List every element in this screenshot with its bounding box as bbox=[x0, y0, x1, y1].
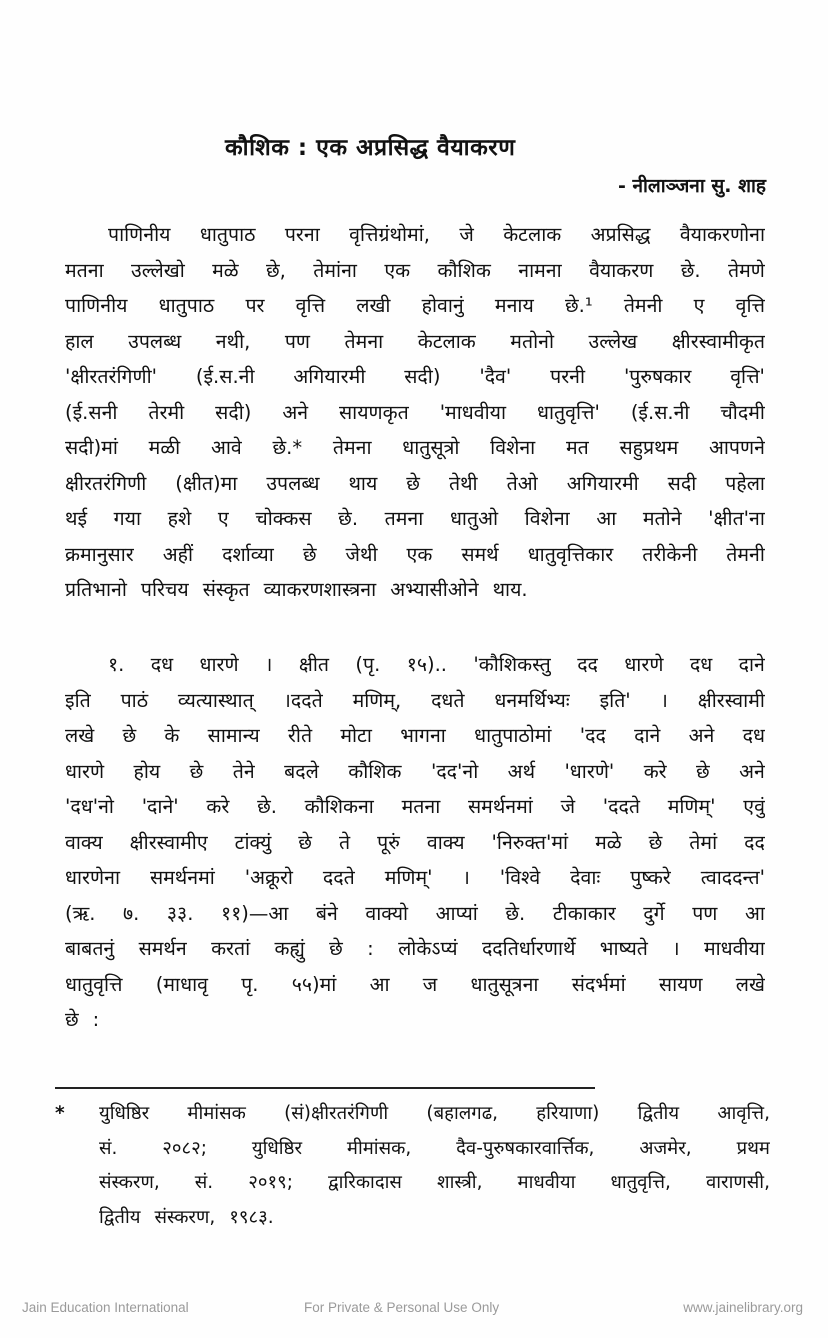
word: के bbox=[164, 724, 180, 747]
article-title: कौशिक : एक अप्रसिद्ध वैयाकरण bbox=[225, 135, 516, 161]
word: करे bbox=[206, 795, 230, 818]
word: छे.¹ bbox=[564, 294, 593, 317]
word: छे bbox=[406, 471, 420, 495]
word: केटलाक bbox=[503, 223, 562, 246]
word: मतना bbox=[401, 795, 441, 818]
word: भागना bbox=[400, 724, 446, 747]
word: 'दद bbox=[579, 724, 606, 747]
text-line bbox=[65, 647, 765, 683]
word: १५).. bbox=[406, 653, 447, 676]
word: तेमना bbox=[332, 436, 372, 459]
word: धातुवृत्ति, bbox=[610, 1172, 671, 1193]
word: अजमेर, bbox=[639, 1137, 692, 1159]
word: लखे bbox=[735, 972, 765, 996]
text-line bbox=[65, 430, 765, 466]
word: 'दाने' bbox=[141, 795, 179, 818]
word: क्षीरस्वामीए bbox=[129, 830, 208, 854]
word: तेथी bbox=[448, 471, 478, 495]
word: रीते bbox=[287, 724, 313, 747]
word: मणिम्' bbox=[384, 866, 433, 889]
word: हशे bbox=[167, 507, 192, 530]
word: द्वितीय bbox=[637, 1103, 680, 1124]
word: केटलाक bbox=[417, 329, 476, 353]
word: पहेला bbox=[725, 471, 765, 495]
word: तेमनी bbox=[623, 294, 663, 317]
paragraph-intro bbox=[65, 217, 765, 608]
word: क्षीत bbox=[298, 653, 329, 676]
word: धातुपाठोमां bbox=[474, 724, 552, 747]
word: सदी)मां bbox=[65, 436, 118, 459]
word: मणिम्, bbox=[352, 688, 402, 712]
word: वैयाकरण bbox=[589, 258, 654, 282]
word: सदी bbox=[667, 471, 697, 495]
word: मळे bbox=[212, 258, 239, 282]
word: तेमनी bbox=[726, 542, 765, 566]
word: (ऋ. bbox=[65, 901, 96, 925]
footnote-divider bbox=[55, 1087, 595, 1089]
word: संस्कृत bbox=[202, 578, 250, 601]
word: भाष्यते bbox=[599, 937, 648, 960]
word: थाय. bbox=[492, 578, 528, 601]
word: अने bbox=[739, 759, 765, 783]
footnote bbox=[55, 1097, 770, 1235]
word: दधते bbox=[431, 688, 465, 712]
word: दाने bbox=[738, 653, 765, 676]
word: करतां bbox=[211, 937, 251, 960]
footnote-line bbox=[55, 1166, 770, 1201]
word: 'पुरुषकार bbox=[623, 365, 692, 388]
word: ए bbox=[693, 294, 705, 317]
word: : bbox=[367, 937, 374, 960]
word: प्रतिभानो bbox=[65, 578, 127, 601]
word: लोकेऽप्यं bbox=[398, 937, 458, 960]
word: 'क्षीत'ना bbox=[708, 507, 765, 530]
word: धातुवृत्ति bbox=[65, 972, 123, 996]
word: वृत्ति bbox=[295, 294, 326, 317]
word: : bbox=[92, 1008, 100, 1031]
word: 'क्षीरतरंगिणी' bbox=[65, 365, 157, 388]
word: छे bbox=[696, 759, 710, 783]
word: धातुवृत्ति' bbox=[536, 400, 600, 424]
word: माधवीया bbox=[703, 937, 765, 960]
word: तेमां bbox=[689, 830, 718, 854]
word: सायणकृत bbox=[339, 400, 409, 424]
word: ज bbox=[422, 972, 438, 996]
word: ते bbox=[338, 830, 351, 854]
word: दध bbox=[742, 724, 765, 747]
word: पृ. bbox=[241, 972, 259, 996]
word: नामना bbox=[518, 258, 562, 282]
word: मतना bbox=[65, 258, 104, 282]
word: धारणे bbox=[624, 653, 664, 676]
word: मळी bbox=[148, 436, 181, 459]
word: वृत्तिग्रंथोमां, bbox=[349, 223, 430, 246]
footer-usage-notice: For Private & Personal Use Only bbox=[304, 1300, 500, 1315]
word: छे bbox=[122, 724, 137, 747]
word: दध bbox=[689, 653, 713, 676]
word: 'ददते bbox=[602, 795, 640, 818]
word: ५५)मां bbox=[291, 972, 337, 996]
text-line bbox=[65, 395, 765, 431]
word: छे bbox=[648, 830, 663, 854]
word: छे bbox=[189, 759, 204, 783]
word: होवानुं bbox=[421, 294, 464, 317]
word: अभ्यासीओने bbox=[390, 578, 479, 601]
text-line bbox=[65, 754, 765, 790]
word: पर bbox=[245, 294, 265, 317]
word: जे bbox=[459, 223, 474, 246]
word: क्रमानुसार bbox=[65, 542, 134, 566]
word: नथी, bbox=[215, 329, 251, 353]
word: तमना bbox=[384, 507, 424, 530]
word: छे, bbox=[266, 258, 286, 282]
word: 'दैव' bbox=[479, 365, 512, 388]
text-line bbox=[65, 825, 765, 861]
word: सं. bbox=[194, 1172, 214, 1193]
word: (ई.स.नी bbox=[195, 365, 255, 388]
word: धारणे bbox=[199, 653, 239, 676]
word: छे bbox=[302, 542, 317, 566]
word: धातुओ bbox=[449, 507, 499, 530]
word: समर्थ bbox=[461, 542, 499, 566]
word: 'कौशिकस्तु bbox=[473, 653, 551, 676]
word: छे bbox=[329, 937, 343, 960]
word: १. bbox=[108, 653, 125, 676]
word: धनमर्थिभ्यः bbox=[494, 688, 570, 712]
word: उपलब्ध bbox=[266, 471, 320, 495]
word: २०८२; bbox=[162, 1137, 207, 1159]
word: सं. bbox=[99, 1137, 118, 1159]
word: (बहालगढ, bbox=[426, 1103, 499, 1124]
word: उल्लेख bbox=[588, 329, 638, 353]
word: कौशिकना bbox=[304, 795, 374, 818]
text-line bbox=[65, 572, 765, 608]
word: तेमांना bbox=[313, 258, 357, 282]
word: धातुवृत्तिकार bbox=[527, 542, 614, 566]
word: सदी) bbox=[404, 365, 441, 388]
word: इति' bbox=[599, 688, 631, 712]
word: कौशिक bbox=[348, 759, 402, 783]
text-line bbox=[65, 217, 765, 253]
word: परिचय bbox=[140, 578, 189, 601]
word: संदर्भमां bbox=[571, 972, 626, 996]
word: धातुपाठ bbox=[158, 294, 215, 317]
word: आप्यां bbox=[435, 901, 478, 925]
article-author: - नीलाञ्जना सु. शाह bbox=[617, 175, 766, 197]
word: वैयाकरणोना bbox=[679, 223, 765, 246]
footer-publisher: Jain Education International bbox=[22, 1300, 189, 1315]
word: त्वाददन्त' bbox=[700, 866, 765, 889]
word: व्याकरणशास्त्रना bbox=[263, 578, 377, 601]
text-line bbox=[65, 683, 765, 719]
word: थाय bbox=[348, 471, 378, 495]
word: एक bbox=[406, 542, 433, 566]
word: तेओ bbox=[506, 471, 538, 495]
word: पण bbox=[284, 329, 311, 353]
text-line bbox=[65, 967, 765, 1003]
word: थई bbox=[65, 507, 88, 530]
text-line bbox=[65, 1002, 765, 1038]
word: । bbox=[660, 688, 668, 712]
word: वृत्ति bbox=[735, 294, 765, 317]
word: पण bbox=[692, 901, 718, 925]
word: पाणिनीय bbox=[65, 294, 128, 317]
word: मोटा bbox=[340, 724, 372, 747]
word: छे.* bbox=[272, 436, 303, 459]
word: कौशिक bbox=[437, 258, 491, 282]
word: लखी bbox=[356, 294, 391, 317]
word: पाणिनीय bbox=[108, 223, 171, 246]
word: (ई.सनी bbox=[65, 400, 118, 424]
word: बदले bbox=[284, 759, 319, 783]
word: छे. bbox=[257, 795, 277, 818]
word: समर्थनमां bbox=[149, 866, 215, 889]
footnote-line bbox=[55, 1097, 770, 1132]
word: विशेना bbox=[524, 507, 570, 530]
word: सामान्य bbox=[207, 724, 260, 747]
word: मळे bbox=[595, 830, 622, 854]
word: विशेना bbox=[490, 436, 536, 459]
text-line bbox=[65, 466, 765, 502]
word: क्षीरस्वामीकृत bbox=[671, 329, 765, 353]
word: अप्रसिद्ध bbox=[590, 223, 651, 246]
word: अने bbox=[688, 724, 715, 747]
word: मतोने bbox=[642, 507, 682, 530]
word: छे. bbox=[338, 507, 359, 530]
word: हाल bbox=[65, 329, 94, 353]
word: 'विश्वे bbox=[499, 866, 541, 889]
word: व्यत्यास्थात् bbox=[177, 688, 254, 712]
word: ददतिर्धारणार्थे bbox=[481, 937, 576, 960]
word: द्वारिकादास bbox=[328, 1172, 402, 1193]
word: युधिष्ठिर bbox=[99, 1103, 150, 1124]
word: जे bbox=[560, 795, 576, 818]
word: जेथी bbox=[345, 542, 378, 566]
word: युधिष्ठिर bbox=[251, 1137, 303, 1159]
word: लखे bbox=[65, 724, 95, 747]
text-line bbox=[65, 324, 765, 360]
word: बंने bbox=[315, 901, 338, 925]
word: छे bbox=[65, 1008, 79, 1031]
word: उपलब्ध bbox=[128, 329, 182, 353]
word: समर्थनमां bbox=[467, 795, 533, 818]
word: (माधावृ bbox=[155, 972, 208, 996]
word: 'निरुक्त'मां bbox=[491, 830, 569, 854]
word: धातुसूत्रो bbox=[402, 436, 460, 459]
word: अगियारमी bbox=[566, 471, 639, 495]
word: सदी) bbox=[215, 400, 252, 424]
text-line bbox=[65, 537, 765, 573]
word: वाक्यो bbox=[365, 901, 409, 925]
word: मणिम्' bbox=[667, 795, 716, 818]
word: पाठं bbox=[120, 688, 149, 712]
word: छे bbox=[298, 830, 312, 854]
word: तेरमी bbox=[148, 400, 185, 424]
word: उल्लेखो bbox=[131, 258, 185, 282]
word: ।ददते bbox=[283, 688, 323, 712]
word: अर्थ bbox=[507, 759, 536, 783]
word: २०१९; bbox=[248, 1172, 293, 1193]
word: करे bbox=[643, 759, 667, 783]
word: 'दध'नो bbox=[65, 795, 114, 818]
footnote-marker: * bbox=[55, 1103, 65, 1124]
word: 'दद'नो bbox=[430, 759, 479, 783]
word: दाने bbox=[634, 724, 661, 747]
word: वाराणसी, bbox=[705, 1172, 770, 1193]
word: परना bbox=[284, 223, 320, 246]
word: होय bbox=[133, 759, 161, 783]
word: धातुसूत्रना bbox=[470, 972, 539, 996]
word: । bbox=[462, 866, 470, 889]
word: ददते bbox=[322, 866, 355, 889]
word: दद bbox=[744, 830, 765, 854]
word: (क्षीत)मा bbox=[175, 471, 238, 495]
word: पूरुं bbox=[377, 830, 400, 854]
text-line bbox=[65, 931, 765, 967]
word: परनी bbox=[550, 365, 586, 388]
footnote-line bbox=[55, 1132, 770, 1167]
word: अगियारमी bbox=[293, 365, 366, 388]
word: आ bbox=[744, 901, 765, 925]
word: हरियाणा) bbox=[536, 1103, 600, 1124]
word: वाक्य bbox=[426, 830, 465, 854]
word: पुष्करे bbox=[630, 866, 671, 889]
word: चौदमी bbox=[720, 400, 765, 424]
word: एक bbox=[384, 258, 411, 282]
word: इति bbox=[65, 688, 91, 712]
word: क्षीरतरंगिणी bbox=[65, 471, 147, 495]
word: ११)—आ bbox=[220, 901, 289, 925]
paragraph-dadh-dharane bbox=[65, 647, 765, 1038]
word: शास्त्री, bbox=[437, 1172, 483, 1193]
word: समर्थन bbox=[138, 937, 187, 960]
word: 'धारणे' bbox=[564, 759, 615, 783]
word: । bbox=[672, 937, 680, 960]
word: प्रथम bbox=[736, 1137, 770, 1159]
text-line bbox=[65, 253, 765, 289]
text-line bbox=[65, 359, 765, 395]
word: आ bbox=[369, 972, 390, 996]
word: मीमांसक bbox=[187, 1103, 246, 1124]
word: अहीं bbox=[162, 542, 194, 566]
word: बाबतनुं bbox=[65, 937, 115, 960]
word: (सं)क्षीरतरंगिणी bbox=[284, 1103, 389, 1124]
word: छे. bbox=[680, 258, 701, 282]
text-line bbox=[65, 860, 765, 896]
word: संस्करण, bbox=[99, 1172, 160, 1193]
word: मत bbox=[565, 436, 589, 459]
text-line bbox=[65, 789, 765, 825]
word: क्षीरस्वामी bbox=[697, 688, 765, 712]
word: ७. bbox=[123, 901, 140, 925]
word: आवे bbox=[210, 436, 242, 459]
word: एवुं bbox=[743, 795, 765, 818]
word: 'अक्रूरो bbox=[244, 866, 293, 889]
word: ३३. bbox=[166, 901, 194, 925]
word: सायण bbox=[658, 972, 703, 996]
word: सहुप्रथम bbox=[619, 436, 679, 459]
word: तेमणे bbox=[727, 258, 765, 282]
word: मतोनो bbox=[510, 329, 554, 353]
word: वृत्ति' bbox=[730, 365, 765, 388]
text-line bbox=[65, 288, 765, 324]
word: दर्शाव्या bbox=[222, 542, 274, 566]
word: मनाय bbox=[494, 294, 534, 317]
word: धारणेना bbox=[65, 866, 120, 889]
word: धारणे bbox=[65, 759, 105, 783]
word: तरीकेनी bbox=[642, 542, 698, 566]
word: (ई.स.नी bbox=[630, 400, 690, 424]
word: अने bbox=[282, 400, 309, 424]
word: चोक्कस bbox=[255, 507, 312, 530]
word: वाक्य bbox=[65, 830, 103, 854]
word: (पृ. bbox=[355, 653, 381, 676]
word: दध bbox=[150, 653, 174, 676]
word: टांक्युं bbox=[234, 830, 272, 854]
text-line bbox=[65, 718, 765, 754]
word: १९८३. bbox=[229, 1206, 274, 1228]
word: दद bbox=[577, 653, 598, 676]
word: तेमना bbox=[344, 329, 384, 353]
word: छे. bbox=[505, 901, 526, 925]
word: ए bbox=[217, 507, 229, 530]
word: माधवीया bbox=[517, 1172, 576, 1193]
word: गया bbox=[113, 507, 142, 530]
word: टीकाकार bbox=[552, 901, 616, 925]
word: मीमांसक, bbox=[346, 1137, 412, 1159]
footnote-line bbox=[55, 1201, 770, 1236]
word: धातुपाठ bbox=[199, 223, 256, 246]
word: द्वितीय bbox=[99, 1206, 141, 1228]
word: दुर्गे bbox=[643, 901, 665, 925]
word: । bbox=[265, 653, 273, 676]
word: आपणने bbox=[709, 436, 765, 459]
word: कह्युं bbox=[274, 937, 305, 960]
word: 'माधवीया bbox=[439, 400, 507, 424]
word: तेने bbox=[232, 759, 255, 783]
footer-website[interactable]: www.jainelibrary.org bbox=[683, 1300, 803, 1315]
word: आवृत्ति, bbox=[717, 1103, 770, 1124]
text-line bbox=[65, 501, 765, 537]
word: देवाः bbox=[570, 866, 601, 889]
word: आ bbox=[596, 507, 617, 530]
text-line bbox=[65, 896, 765, 932]
word: संस्करण, bbox=[154, 1206, 216, 1228]
word: दैव-पुरुषकारवार्त्तिक, bbox=[456, 1137, 595, 1159]
